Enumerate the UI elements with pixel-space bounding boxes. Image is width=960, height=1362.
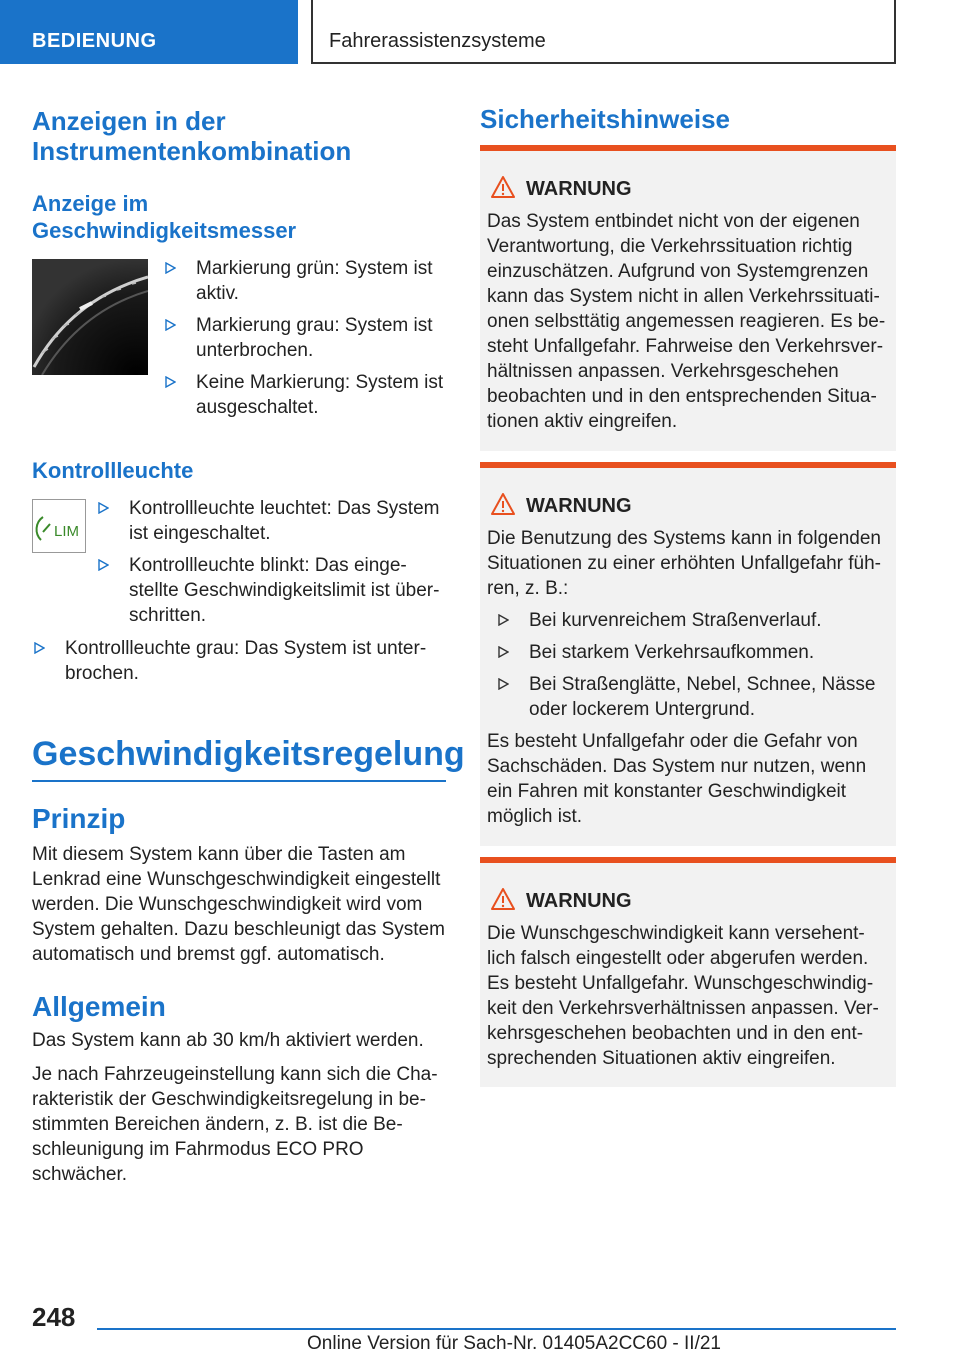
warning-line: beobachten und in den entsprechenden Situa- [487, 386, 877, 407]
warning-label: WARNUNG [526, 178, 632, 200]
section-title-line2: Instrumentenkombination [32, 136, 352, 166]
subsection-title-speedometer [32, 190, 296, 244]
footer-version-text: Online Version für Sach-Nr. 01405A2CC60 - II/21 [307, 1333, 722, 1354]
list-item [496, 640, 889, 665]
warning-line: Sachschäden. Das System nur nutzen, wenn [487, 756, 867, 777]
warning-line: sprechenden Situationen aktiv eingreifen. [487, 1048, 836, 1069]
bullet-triangle-icon [165, 262, 176, 274]
warning-line: tionen aktiv eingreifen. [487, 411, 678, 432]
paragraph-line: schwächer. [32, 1164, 128, 1185]
warning-box-2 [480, 462, 896, 846]
paragraph-line: werden. Die Wunschgeschwindigkeit wird vom [32, 894, 423, 915]
lim-indicator-image [32, 499, 86, 553]
list-item [96, 553, 448, 628]
paragraph-line: Lenkrad eine Wunschgeschwindigkeit eingestellt [32, 869, 441, 890]
section-title-line1: Anzeigen in der [32, 106, 226, 136]
list-item-text: Bei kurvenreichem Straßenverlauf. [529, 610, 822, 631]
list-item-text: unterbrochen. [196, 340, 314, 361]
paragraph-line: schleunigung im Fahrmodus ECO PRO [32, 1139, 364, 1160]
subsection-title-indicator: Kontrollleuchte [32, 458, 194, 483]
paragraph-line: System gehalten. Dazu beschleunigt das System [32, 919, 445, 940]
bullet-triangle-icon [165, 376, 176, 388]
paragraph-line: rakteristik der Geschwindigkeitsregelung in be- [32, 1089, 426, 1110]
allgemein-title: Allgemein [32, 991, 166, 1022]
allgemein-paragraph-2 [32, 1062, 452, 1187]
list-item [163, 313, 448, 363]
list-item-text: ist eingeschaltet. [129, 523, 271, 544]
warning-line: kann das System nicht in allen Verkehrssituati- [487, 286, 880, 307]
list-item-text: oder lockerem Untergrund. [529, 699, 755, 720]
section-title [32, 106, 351, 166]
warning-text [487, 526, 889, 829]
bullet-triangle-icon [98, 559, 109, 571]
list-item-text: Kontrollleuchte grau: Das System ist unter- [65, 638, 427, 659]
bullet-triangle-icon [498, 646, 509, 658]
allgemein-paragraph-1: Das System kann ab 30 km/h aktiviert werden. [32, 1030, 424, 1051]
warning-label: WARNUNG [526, 495, 632, 517]
warning-line: Die Benutzung des Systems kann in folgenden [487, 528, 881, 549]
warning-label: WARNUNG [526, 890, 632, 912]
warning-line: steht Unfallgefahr. Fahrweise den Verkehrsver- [487, 336, 884, 357]
warning-line: ren, z. B.: [487, 578, 569, 599]
warning-text [487, 209, 889, 434]
list-item-text: Bei Straßenglätte, Nebel, Schnee, Nässe [529, 674, 876, 695]
bullet-triangle-icon [498, 614, 509, 626]
warning-line: Es besteht Unfallgefahr oder die Gefahr von [487, 731, 858, 752]
warning-line: Das System entbindet nicht von der eigenen [487, 211, 860, 232]
list-item [163, 370, 448, 420]
speedometer-marking-icon [32, 259, 148, 375]
list-item-text: ausgeschaltet. [196, 397, 319, 418]
list-item-text: aktiv. [196, 283, 239, 304]
page-number: 248 [32, 1302, 76, 1332]
list-item [96, 496, 448, 546]
warning-bullet-list [487, 608, 889, 722]
warning-line: kehrsgeschehen beobachten und in den ent- [487, 1023, 864, 1044]
warning-line: hältnissen anpassen. Verkehrsgeschehen [487, 361, 839, 382]
warning-box-1 [480, 145, 896, 451]
list-item-text: Bei starkem Verkehrsaufkommen. [529, 642, 815, 663]
warning-line: onen selbsttätig angemessen reagieren. Es be- [487, 311, 886, 332]
paragraph-line: Je nach Fahrzeugeinstellung kann sich die Cha- [32, 1064, 438, 1085]
footer-divider [97, 1328, 896, 1330]
bullet-triangle-icon [498, 678, 509, 690]
warning-box-3 [480, 857, 896, 1087]
speedometer-image [32, 259, 148, 375]
warning-triangle-icon [490, 887, 516, 911]
list-item [496, 608, 889, 633]
header-section-tab [0, 0, 298, 64]
warning-line: Es besteht Unfallgefahr. Wunschgeschwindig- [487, 973, 874, 994]
list-item [163, 256, 448, 306]
warning-line: ein Fahren mit konstanter Geschwindigkeit [487, 781, 847, 802]
lim-label: LIM [54, 523, 80, 540]
list-item-text: Keine Markierung: System ist [196, 372, 444, 393]
list-item-text: brochen. [65, 663, 139, 684]
prinzip-title: Prinzip [32, 803, 126, 834]
bullet-triangle-icon [34, 642, 45, 654]
header-chapter-label: Fahrerassistenzsysteme [329, 30, 546, 52]
header-section-label: BEDIENUNG [32, 30, 157, 52]
list-item-text: stellte Geschwindigkeitslimit ist über- [129, 580, 440, 601]
warning-line: keit den Verkehrsverhältnissen anpassen. Ver- [487, 998, 879, 1019]
warning-line: einzuschätzen. Aufgrund von Systemgrenzen [487, 261, 869, 282]
safety-title: Sicherheitshinweise [480, 104, 730, 134]
list-item [32, 636, 448, 686]
warning-line: möglich ist. [487, 806, 583, 827]
speed-bullet-list [163, 256, 448, 420]
list-item-text: Markierung grau: System ist [196, 315, 433, 336]
bullet-triangle-icon [165, 319, 176, 331]
subsection-title-line1: Anzeige im [32, 191, 149, 216]
warning-line: Situationen zu einer erhöhten Unfallgefahr füh- [487, 553, 881, 574]
warning-line: Die Wunschgeschwindigkeit kann versehent- [487, 923, 865, 944]
list-item-text: Kontrollleuchte blinkt: Das einge- [129, 555, 407, 576]
warning-triangle-icon [490, 175, 516, 199]
indicator-bullet-list [96, 496, 448, 628]
list-item [496, 672, 889, 722]
header-chapter-tab [311, 0, 896, 64]
paragraph-line: automatisch und bremst ggf. automatisch. [32, 944, 385, 965]
list-item-text: Markierung grün: System ist [196, 258, 433, 279]
paragraph-line: stimmten Bereichen ändern, z. B. ist die Be- [32, 1114, 403, 1135]
prinzip-paragraph [32, 842, 452, 967]
warning-text [487, 921, 889, 1071]
warning-triangle-icon [490, 492, 516, 516]
list-item-text: schritten. [129, 605, 207, 626]
subsection-title-line2: Geschwindigkeitsmesser [32, 218, 297, 243]
chapter-title: Geschwindigkeitsregelung [32, 734, 446, 782]
warning-line: Verantwortung, die Verkehrssituation richtig [487, 236, 853, 257]
warning-line: lich falsch eingestellt oder abgerufen werden. [487, 948, 869, 969]
bullet-triangle-icon [98, 502, 109, 514]
list-item-text: Kontrollleuchte leuchtet: Das System [129, 498, 440, 519]
paragraph-line: Mit diesem System kann über die Tasten am [32, 844, 406, 865]
